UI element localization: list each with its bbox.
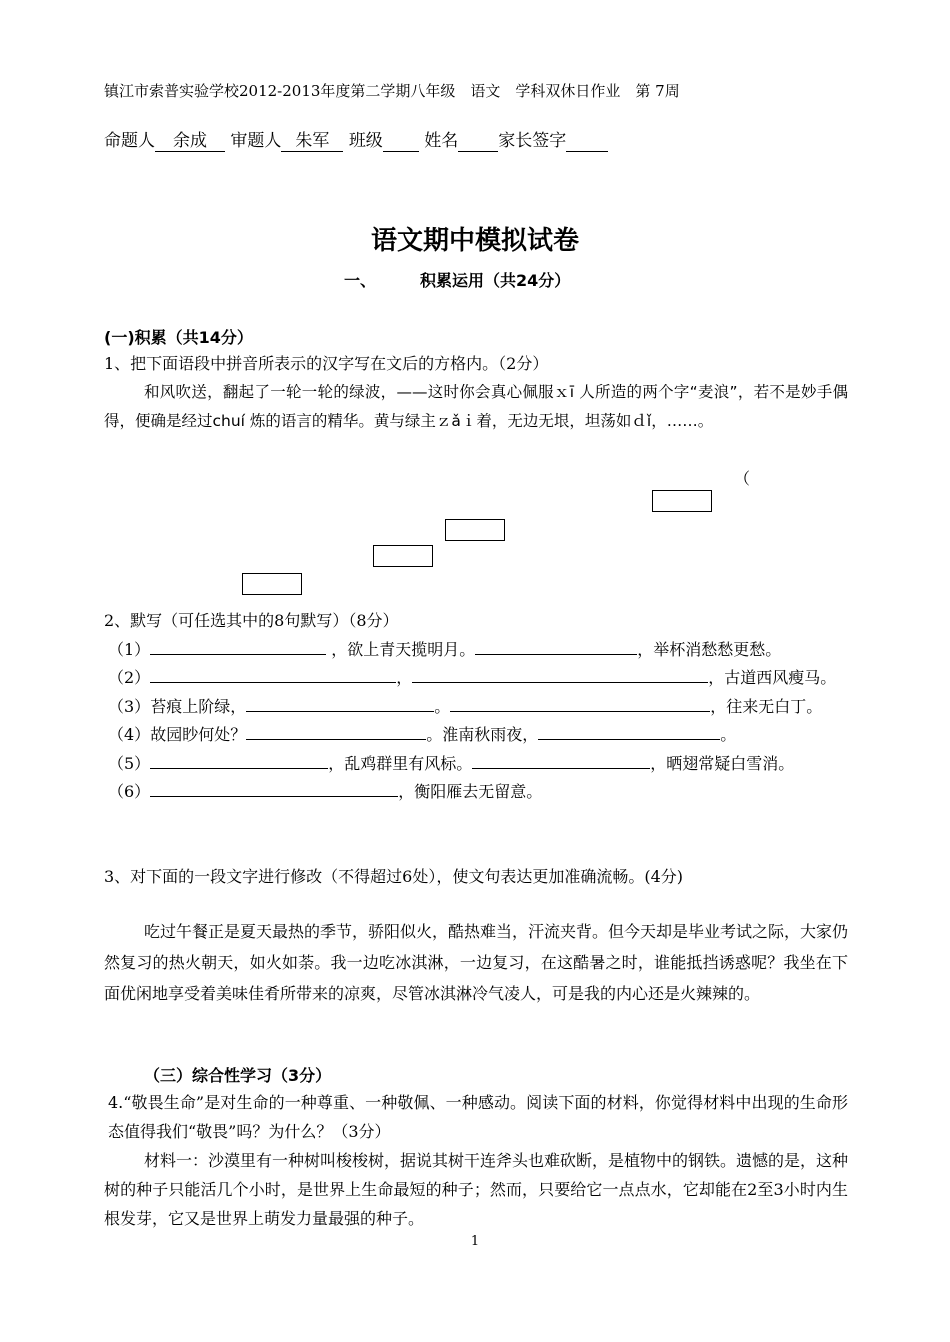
dictation-blank[interactable] (150, 639, 326, 655)
q2-prompt: 2、默写（可任选其中的8句默写）（8分） (104, 611, 399, 630)
dictation-text: 。淮南秋雨夜， (426, 725, 539, 744)
dictation-text: 。 (720, 725, 737, 744)
dictation-number: （3） (108, 697, 151, 716)
proposer-label: 命题人 (104, 131, 155, 151)
part1-number: 一、 (344, 271, 377, 290)
answer-box-2[interactable] (445, 519, 505, 541)
name-label: 姓名 (424, 131, 459, 151)
dictation-blank[interactable] (538, 724, 720, 740)
dictation-number: （5） (108, 754, 151, 773)
dictation-line-5 (108, 751, 794, 774)
dictation-text: ， (396, 668, 413, 687)
dictation-text: ，古道西风瘦马。 (708, 668, 837, 687)
dictation-text: ，往来无白丁。 (710, 697, 823, 716)
dictation-line-1 (108, 637, 781, 660)
dictation-line-2 (108, 665, 836, 688)
dictation-text: 故园眇何处？ (150, 725, 247, 744)
q3-prompt: 3、对下面的一段文字进行修改（不得超过6处），使文句表达更加准确流畅。(4分) (104, 867, 684, 886)
page-title: 语文期中模拟试卷 (370, 226, 579, 256)
name-field[interactable] (458, 131, 498, 152)
dictation-line-3 (108, 694, 822, 717)
answer-box-3[interactable] (373, 545, 433, 567)
parent-sign-label: 家长签字 (498, 131, 567, 151)
class-field[interactable] (383, 131, 419, 152)
dictation-blank[interactable] (475, 639, 637, 655)
dictation-text: ，乱鸡群里有风标。 (328, 754, 473, 773)
dictation-text: 。 (434, 697, 451, 716)
dictation-text: 苔痕上阶绿， (150, 697, 247, 716)
dictation-blank[interactable] (150, 781, 398, 797)
dictation-blank[interactable] (412, 667, 708, 683)
answer-box-1[interactable] (652, 490, 712, 512)
dictation-blank[interactable] (246, 696, 434, 712)
dictation-text: ，举杯消愁愁更愁。 (637, 640, 782, 659)
dictation-number: （2） (108, 668, 151, 687)
proposer-name: 余成 (155, 126, 225, 152)
q4-material: 材料一：沙漠里有一种树叫梭梭树，据说其树干连斧头也难砍断，是植物中的钢铁。遗憾的是，这种树的种子只能活几个小时，是世界上生命最短的种子；然而，只要给它一点点水，它却能在2至3小时内生根发芽，它又是世界上萌发力量最强的种子。 (104, 1151, 849, 1228)
dictation-number: （6） (108, 782, 151, 801)
section3-heading: （三）综合性学习（3分） (144, 1066, 332, 1085)
dictation-text: ，衡阳雁去无留意。 (398, 782, 543, 801)
answer-box-4[interactable] (242, 573, 302, 595)
part1-heading (344, 268, 570, 291)
q1-paren: （ (734, 469, 751, 488)
dictation-text: ，晒翅常疑白雪消。 (650, 754, 795, 773)
dictation-line-6 (108, 779, 542, 802)
q3-passage: 吃过午餐正是夏天最热的季节，骄阳似火，酷热难当，汗流夹背。但今天却是毕业考试之际，大家仍然复习的热火朝天，如火如荼。我一边吃冰淇淋，一边复习，在这酷暑之时，谁能抵挡诱惑呢？我坐在下面优闲地享受着美味佳肴所带来的凉爽，尽管冰淇淋冷气凌人，可是我的内心还是火辣辣的。 (104, 922, 849, 1003)
parent-sign-field[interactable] (566, 131, 608, 152)
q4-prompt: 4.“敬畏生命”是对生命的一种尊重、一种敬佩、一种感动。阅读下面的材料，你觉得材料中出现的生命形态值得我们“敬畏”吗？为什么？（3分） (108, 1093, 848, 1141)
reviewer-name: 朱军 (281, 126, 343, 152)
page-number: 1 (470, 1234, 480, 1249)
dictation-blank[interactable] (150, 753, 328, 769)
part1-title: 积累运用（共24分） (420, 271, 571, 290)
meta-line (104, 126, 608, 152)
dictation-blank[interactable] (472, 753, 650, 769)
q1-passage: 和风吹送，翻起了一轮一轮的绿波，——这时你会真心佩服ｘī 人所造的两个字“麦浪”，若不是妙手偶得，便确是经过chuí 炼的语言的精华。黄与绿主ｚǎｉ着，无边无垠，坦荡如ｄǐ，……。 (104, 383, 848, 430)
dictation-blank[interactable] (150, 667, 396, 683)
dictation-blank[interactable] (246, 724, 426, 740)
dictation-line-4 (108, 722, 736, 745)
dictation-text: ，欲上青天揽明月。 (331, 640, 476, 659)
section1-heading: (一)积累（共14分） (104, 328, 253, 347)
class-label: 班级 (348, 131, 383, 151)
reviewer-label: 审题人 (230, 131, 282, 151)
q1-prompt: 1、把下面语段中拼音所表示的汉字写在文后的方格内。（2分） (104, 354, 549, 373)
header-line: 镇江市索普实验学校2012-2013年度第二学期八年级 语文 学科双休日作业 第 7周 (104, 82, 680, 100)
dictation-blank[interactable] (450, 696, 710, 712)
dictation-number: （4） (108, 725, 151, 744)
dictation-number: （1） (108, 640, 151, 659)
